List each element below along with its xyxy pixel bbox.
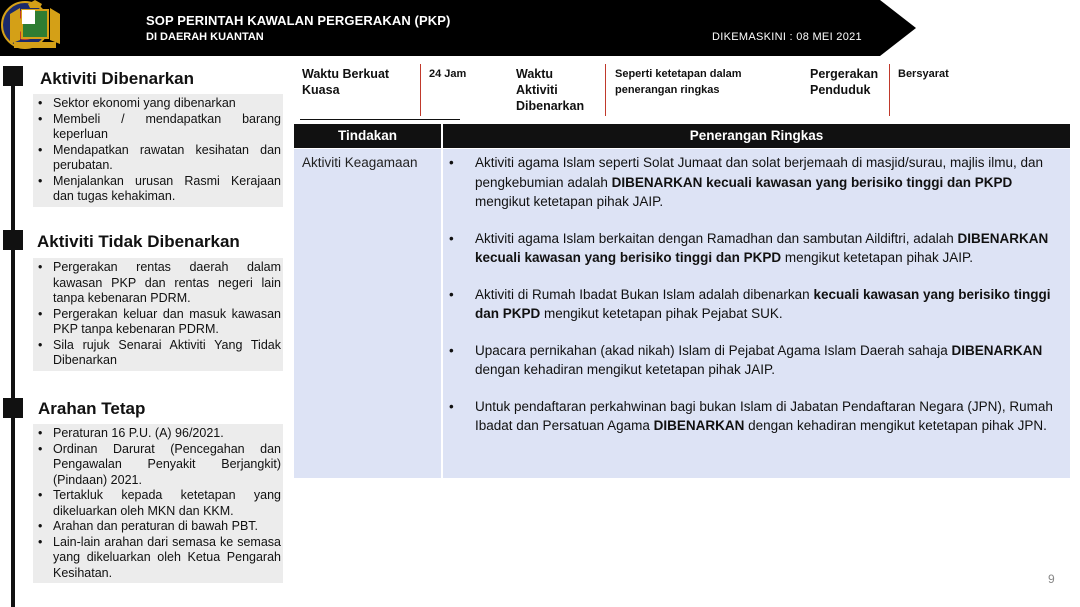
info-underline xyxy=(300,119,460,120)
activity-time-value: Seperti ketetapan dalam penerangan ringkas xyxy=(615,68,742,96)
table-header-action: Tindakan xyxy=(294,124,441,148)
bullet: • xyxy=(449,230,454,246)
description-item: • Aktiviti agama Islam seperti Solat Jumaat dan solat berjemaah di masjid/surau, majlis ilmu, dan pengkebumian adalah DIBENARKAN kecuali kawasan yang berisiko tinggi dan PKPD mengikut ketetapan pihak JAIP. xyxy=(449,155,1044,209)
left-timeline-bar xyxy=(11,66,15,607)
info-separator xyxy=(605,64,606,116)
activity-time-label: Waktu Aktiviti Dibenarkan xyxy=(516,67,585,113)
not-allowed-section-marker xyxy=(3,230,23,250)
state-coat-of-arms-logo xyxy=(0,0,70,50)
description-item: • Upacara pernikahan (akad nikah) Islam di Pejabat Agama Islam Daerah sahaja DIBENARKAN dengan kehadiran mengikut ketetapan pihak JAIP. xyxy=(449,342,1043,377)
bullet: • xyxy=(449,155,454,170)
header-subtitle: DI DAERAH KUANTAN xyxy=(146,31,264,43)
description-list xyxy=(444,153,1070,453)
effective-value: 24 Jam xyxy=(429,68,467,80)
standing-order-item: • Tertakluk kepada ketetapan yang dikeluarkan oleh MKN dan KKM. xyxy=(37,488,281,519)
movement-value: Bersyarat xyxy=(898,68,949,80)
page-number: 9 xyxy=(1048,572,1055,586)
movement-label: Pergerakan Penduduk xyxy=(810,67,879,97)
header-updated-date: DIKEMASKINI : 08 MEI 2021 xyxy=(712,31,862,43)
allowed-section-marker xyxy=(3,66,23,86)
description-item: • Untuk pendaftaran perkahwinan bagi bukan Islam di Jabatan Pendaftaran Negara (JPN), Rumah Ibadat dan Persatuan Agama DIBENARKAN dengan kehadiran mengikut ketetapan pihak JPN. xyxy=(449,398,1053,433)
allowed-item: • Membeli / mendapatkan barang keperluan xyxy=(37,112,281,143)
allowed-item: • Mendapatkan rawatan kesihatan dan perubatan. xyxy=(37,143,281,174)
info-separator xyxy=(420,64,421,116)
standing-order-item: • Ordinan Darurat (Pencegahan dan Pengawalan Penyakit Berjangkit) (Pindaan) 2021. xyxy=(37,442,281,489)
not-allowed-section-title: Aktiviti Tidak Dibenarkan xyxy=(37,232,240,251)
table-cell-action xyxy=(294,149,441,478)
header-title: SOP PERINTAH KAWALAN PERGERAKAN (PKP) xyxy=(146,13,451,28)
allowed-list-box xyxy=(33,94,283,207)
allowed-item: • Menjalankan urusan Rasmi Kerajaan dan tugas kehakiman. xyxy=(37,174,281,205)
effective-label: Waktu Berkuat Kuasa xyxy=(302,67,390,97)
standing-order-item: • Arahan dan peraturan di bawah PBT. xyxy=(37,519,281,535)
info-separator xyxy=(889,64,890,116)
banner-arrow-shape xyxy=(0,0,1080,56)
allowed-item: • Sektor ekonomi yang dibenarkan xyxy=(37,96,281,112)
bullet: • xyxy=(449,342,454,358)
standing-order-item: • Lain-lain arahan dari semasa ke semasa yang dikeluarkan oleh Ketua Pengarah Kesihatan. xyxy=(37,535,281,582)
bullet: • xyxy=(449,398,454,414)
not-allowed-item: • Sila rujuk Senarai Aktiviti Yang Tidak Dibenarkan xyxy=(37,338,281,369)
header-banner xyxy=(0,0,1080,56)
table-header-description: Penerangan Ringkas xyxy=(443,124,1070,148)
not-allowed-list-box xyxy=(33,258,283,371)
bullet: • xyxy=(449,286,454,302)
description-item: • Aktiviti di Rumah Ibadat Bukan Islam adalah dibenarkan kecuali kawasan yang berisiko tinggi dan PKPD mengikut ketetapan pihak Pejabat SUK. xyxy=(449,286,1051,321)
row-action-text: Aktiviti Keagamaan xyxy=(302,155,418,170)
allowed-section-title: Aktiviti Dibenarkan xyxy=(40,69,194,88)
standing-orders-list-box xyxy=(33,424,283,583)
not-allowed-item: • Pergerakan rentas daerah dalam kawasan PKP dan rentas negeri lain tanpa kebenaran PDRM. xyxy=(37,260,281,307)
standing-order-item: • Peraturan 16 P.U. (A) 96/2021. xyxy=(37,426,281,442)
description-item: • Aktiviti agama Islam berkaitan dengan Ramadhan dan sambutan Aildiftri, adalah DIBENARKAN kecuali kawasan yang berisiko tinggi dan PKPD mengikut ketetapan pihak JAIP. xyxy=(449,230,1049,265)
standing-orders-section-title: Arahan Tetap xyxy=(38,399,146,418)
not-allowed-item: • Pergerakan keluar dan masuk kawasan PKP tanpa kebenaran PDRM. xyxy=(37,307,281,338)
standing-orders-section-marker xyxy=(3,398,23,418)
